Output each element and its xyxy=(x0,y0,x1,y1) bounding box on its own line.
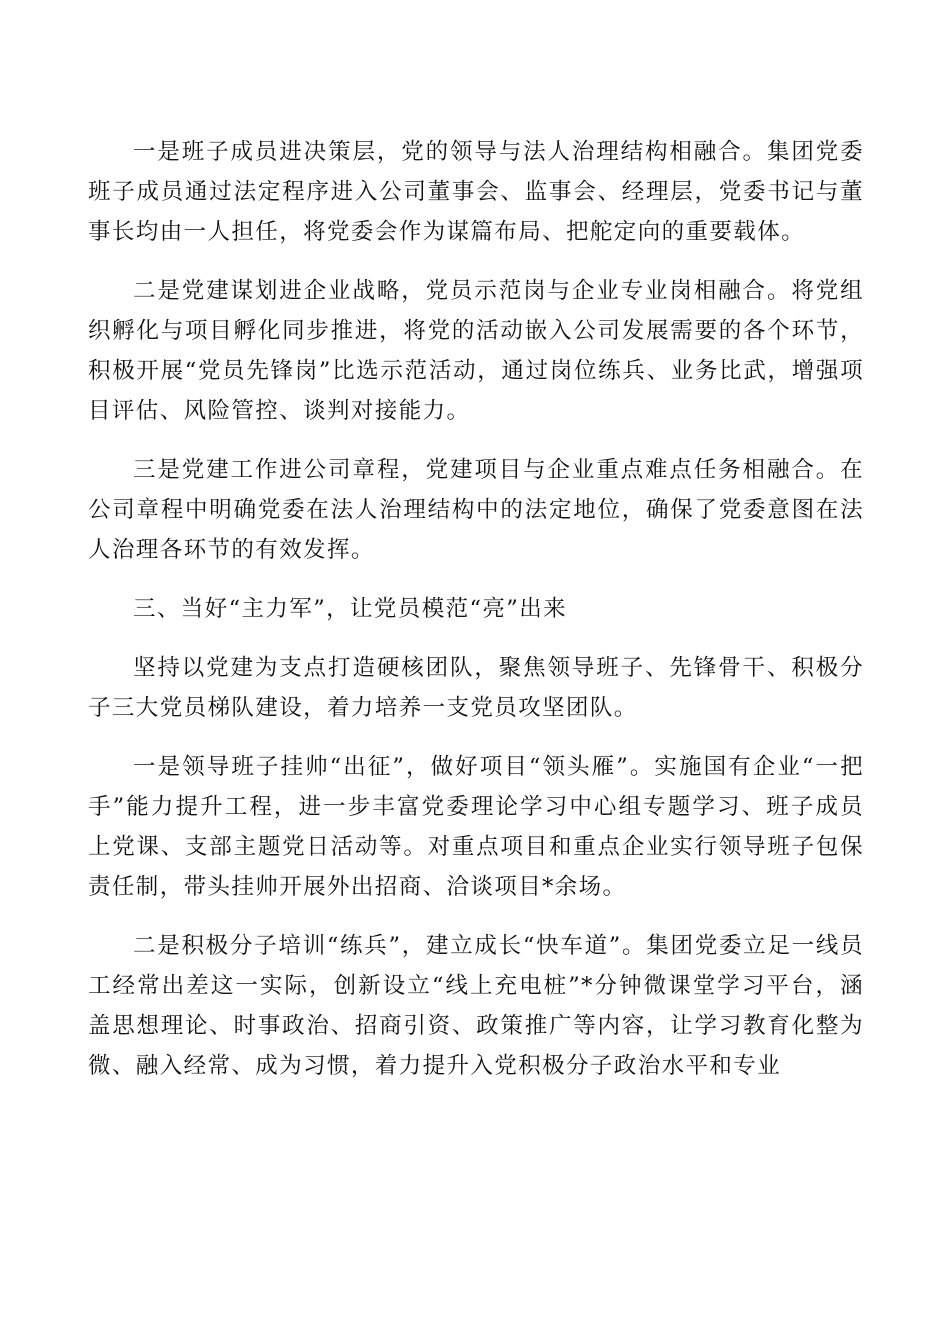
paragraph-company-charter: 三是党建工作进公司章程，党建项目与企业重点难点任务相融合。在公司章程中明确党委在法人治理结构中的法定地位，确保了党委意图在法人治理各环节的有效发挥。 xyxy=(88,457,864,563)
document-body xyxy=(88,132,864,1105)
paragraph-leadership-decision: 一是班子成员进决策层，党的领导与法人治理结构相融合。集团党委班子成员通过法定程序进入公司董事会、监事会、经理层，党委书记与董事长均由一人担任，将党委会作为谋篇布局、把舵定向的重要载体。 xyxy=(88,139,864,245)
paragraph-leadership-command: 一是领导班子挂帅“出征”，做好项目“领头雁”。实施国有企业“一把手”能力提升工程，进一步丰富党委理论学习中心组专题学习、班子成员上党课、支部主题党日活动等。对重点项目和重点企业实行领导班子包保责任制，带头挂帅开展外出招商、洽谈项目*余场。 xyxy=(88,754,864,900)
section-heading-main-force: 三、当好“主力军”，让党员模范“亮”出来 xyxy=(133,596,568,622)
paragraph-party-strategy: 二是党建谋划进企业战略，党员示范岗与企业专业岗相融合。将党组织孵化与项目孵化同步推进，将党的活动嵌入公司发展需要的各个环节，积极开展“党员先锋岗”比选示范活动，通过岗位练兵、业务比武，增强项目评估、风险管控、谈判对接能力。 xyxy=(88,278,864,424)
paragraph-activist-training: 二是积极分子培训“练兵”，建立成长“快车道”。集团党委立足一线员工经常出差这一实际，创新设立“线上充电桩”*分钟微课堂学习平台，涵盖思想理论、时事政治、招商引资、政策推广等内容，让学习教育化整为微、融入经常、成为习惯，着力提升入党积极分子政治水平和专业 xyxy=(88,933,864,1079)
paragraph-hardcore-team: 坚持以党建为支点打造硬核团队，聚焦领导班子、先锋骨干、积极分子三大党员梯队建设，着力培养一支党员攻坚团队。 xyxy=(88,655,864,721)
